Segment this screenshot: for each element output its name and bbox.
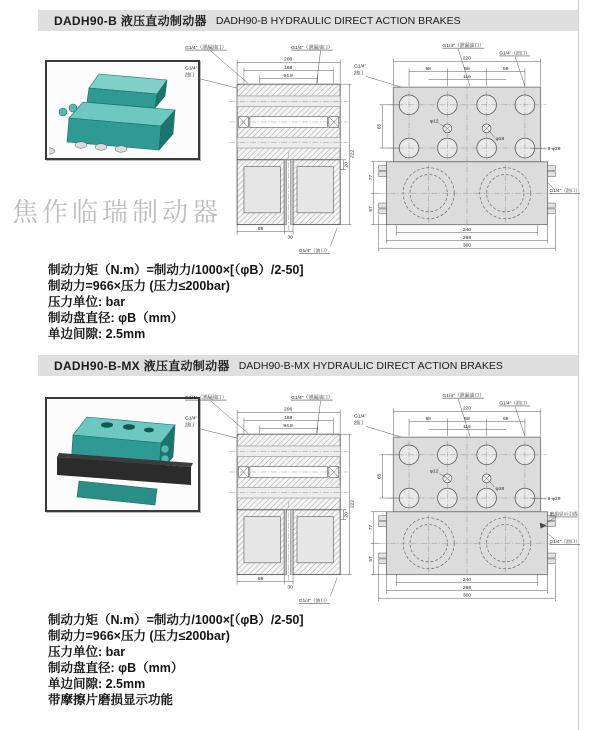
dim-240: 240 bbox=[462, 228, 472, 234]
lower-body bbox=[77, 481, 157, 505]
top-port bbox=[144, 428, 154, 433]
label-oil-port-left-2: 油口 bbox=[185, 73, 195, 79]
label-leak-port-right: G1/4"（泄漏油口） bbox=[291, 395, 333, 401]
label-oil-port-left-2: 油口 bbox=[354, 421, 364, 427]
product-photo-dadh90-b bbox=[45, 60, 200, 160]
technical-drawing-cross-section-2 bbox=[183, 390, 355, 608]
side-port bbox=[161, 445, 169, 453]
dim-58a: 58 bbox=[425, 66, 431, 72]
dim-58c: 58 bbox=[503, 416, 509, 422]
dim-20: 20 bbox=[344, 511, 350, 518]
dim-222: 222 bbox=[350, 499, 355, 508]
dim-116: 116 bbox=[463, 74, 471, 80]
dim-300: 300 bbox=[462, 243, 472, 249]
dim-222: 222 bbox=[350, 149, 355, 158]
dim-30: 30 bbox=[287, 585, 293, 591]
foot-bolt bbox=[49, 148, 55, 154]
cylinder-block bbox=[229, 434, 348, 510]
label-dia-12: φ12 bbox=[429, 469, 439, 475]
brake-body-front bbox=[379, 433, 556, 578]
dim-116: 116 bbox=[463, 424, 471, 430]
side-bolt bbox=[59, 108, 67, 116]
dim-57: 57 bbox=[369, 556, 375, 562]
dim-58b: 58 bbox=[464, 66, 470, 72]
foot-bolt bbox=[95, 144, 107, 150]
label-oil-port-left-1: G1/4" bbox=[185, 66, 198, 72]
label-oil-port-left-1: G1/4" bbox=[354, 64, 367, 70]
dim-168: 168 bbox=[284, 415, 293, 421]
dim-58c: 58 bbox=[503, 66, 509, 72]
label-oil-port-left-2: 油口 bbox=[354, 71, 364, 77]
label-oil-port-topright: G1/4"（油口） bbox=[499, 400, 531, 406]
dim-58b: 58 bbox=[464, 416, 470, 422]
label-leak-port-left: G1/4"（泄漏油口） bbox=[185, 45, 227, 51]
technical-drawing-cross-section-1 bbox=[183, 40, 355, 258]
section-title-en: DADH90-B HYDRAULIC DIRECT ACTION BRAKES bbox=[215, 14, 461, 27]
dim-206: 206 bbox=[284, 407, 293, 413]
dim-268: 268 bbox=[462, 585, 472, 591]
brake-mx-photo-illustration bbox=[49, 401, 196, 508]
spec-block-dadh90-b bbox=[48, 262, 304, 342]
label-oil-port-topright: G1/4"（油口） bbox=[499, 50, 531, 56]
section-header-dadh90-b bbox=[38, 10, 578, 31]
label-oil-port-left-1: G1/4" bbox=[354, 414, 367, 420]
dim-57: 57 bbox=[369, 206, 375, 212]
section-title-zh: DADH90-B-MX 液压直动制动器 bbox=[54, 359, 230, 373]
section-title-zh: DADH90-B 液压直动制动器 bbox=[54, 14, 207, 28]
spec-disc-diameter: 制动盘直径: φB（mm） bbox=[48, 311, 184, 325]
spec-clearance: 单边间隙: 2.5mm bbox=[48, 677, 146, 691]
label-oil-port-right: G1/4"（油口） bbox=[549, 188, 580, 194]
dim-65: 65 bbox=[377, 123, 383, 130]
spec-disc-diameter: 制动盘直径: φB（mm） bbox=[48, 661, 184, 675]
side-bolt bbox=[69, 104, 77, 112]
technical-drawing-front-view-2 bbox=[352, 390, 580, 610]
dim-94-8: 94.8 bbox=[283, 423, 293, 429]
dim-30: 30 bbox=[287, 235, 293, 241]
label-dia-12: φ12 bbox=[429, 119, 439, 125]
dim-58a: 58 bbox=[425, 416, 431, 422]
dim-268: 268 bbox=[462, 235, 472, 241]
technical-drawing-front-view-1 bbox=[352, 40, 580, 260]
product-photo-dadh90-b-mx bbox=[45, 397, 200, 512]
label-leak-port-top: G1/4"（泄漏油口） bbox=[442, 43, 485, 49]
label-leak-port-left: G1/4"（泄漏油口） bbox=[185, 395, 227, 401]
pad-section bbox=[237, 152, 340, 233]
label-oil-port-right: G1/4"（油口） bbox=[549, 539, 580, 545]
dim-77: 77 bbox=[369, 174, 375, 181]
foot-bolt bbox=[75, 142, 87, 148]
dim-65: 65 bbox=[377, 473, 383, 480]
dim-88: 88 bbox=[257, 227, 264, 233]
label-oil-port-left-2: 油口 bbox=[185, 423, 195, 429]
label-oil-port-left-1: G1/4" bbox=[185, 416, 198, 422]
brake-photo-illustration bbox=[49, 64, 196, 156]
label-dia-18: φ18 bbox=[495, 487, 505, 493]
brake-body-front bbox=[379, 83, 556, 228]
spec-wear-display-feature: 带摩擦片磨损显示功能 bbox=[48, 693, 174, 707]
dim-88: 88 bbox=[257, 577, 264, 583]
dim-168: 168 bbox=[284, 65, 293, 71]
foot-bolt bbox=[115, 146, 127, 152]
dim-300: 300 bbox=[462, 593, 472, 599]
spec-force-formula: 制动力=966×压力 (压力≤200bar) bbox=[48, 279, 230, 293]
pad-section bbox=[237, 502, 340, 583]
label-leak-port-top: G1/4"（泄漏油口） bbox=[442, 393, 485, 399]
label-leak-port-right: G1/4"（泄漏油口） bbox=[291, 45, 333, 51]
spec-pressure-unit: 压力单位: bar bbox=[48, 295, 126, 309]
label-oil-port-bottom: G1/4"（油口） bbox=[298, 598, 330, 604]
top-port bbox=[101, 422, 113, 428]
spec-pressure-unit: 压力单位: bar bbox=[48, 645, 126, 659]
spec-torque-formula: 制动力矩（N.m）=制动力/1000×[（φB）/2-50] bbox=[48, 613, 304, 627]
section-header-dadh90-b-mx bbox=[38, 355, 578, 376]
cylinder-block bbox=[229, 84, 348, 160]
spec-clearance: 单边间隙: 2.5mm bbox=[48, 327, 146, 341]
label-8-dia-29: 8-φ29 bbox=[547, 147, 561, 152]
label-oil-port-bottom: G1/4"（油口） bbox=[298, 248, 330, 254]
dim-94-8: 94.8 bbox=[283, 73, 293, 79]
dim-220: 220 bbox=[462, 56, 472, 62]
label-wear-indicator-lead: 磨损显示引线 bbox=[549, 511, 578, 517]
dim-20: 20 bbox=[344, 161, 350, 168]
spec-block-dadh90-b-mx bbox=[48, 612, 304, 708]
watermark: 焦作临瑞制动器 bbox=[12, 198, 223, 228]
section-title-en: DADH90-B-MX HYDRAULIC DIRECT ACTION BRAKES bbox=[238, 359, 503, 372]
label-dia-18: φ18 bbox=[495, 137, 505, 143]
spec-torque-formula: 制动力矩（N.m）=制动力/1000×[（φB）/2-50] bbox=[48, 263, 304, 277]
dim-240: 240 bbox=[462, 578, 472, 584]
dim-77: 77 bbox=[369, 524, 375, 531]
dim-220: 220 bbox=[462, 406, 472, 412]
spec-force-formula: 制动力=966×压力 (压力≤200bar) bbox=[48, 629, 230, 643]
label-8-dia-29: 8-φ29 bbox=[547, 497, 561, 502]
dim-206: 206 bbox=[284, 57, 293, 63]
top-port bbox=[123, 424, 135, 430]
